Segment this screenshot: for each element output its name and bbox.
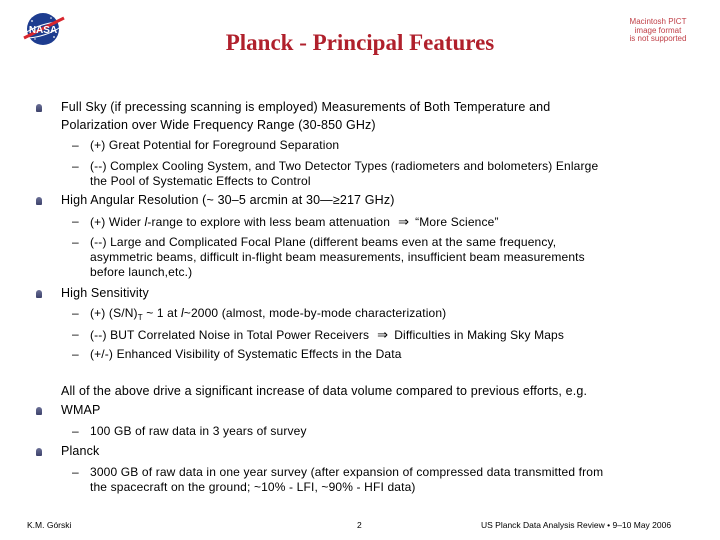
dash-icon: – xyxy=(72,159,79,173)
bullet-icon xyxy=(36,104,42,112)
pict-notice-line: is not supported xyxy=(629,34,687,43)
dash-icon: – xyxy=(72,327,79,341)
sub-bullet-3-1-c: ~2000 (almost, mode-by-mode characterization) xyxy=(183,306,447,320)
bullet-4-text-cont: WMAP xyxy=(61,403,101,417)
sub-bullet-2-2-cont: asymmetric beams, difficult in-flight beam measurements, insufficient beam measurements xyxy=(90,250,585,264)
bullet-icon xyxy=(36,290,42,298)
sub-bullet-2-2-cont: before launch,etc.) xyxy=(90,265,193,279)
bullet-1-text-cont: Polarization over Wide Frequency Range (30-850 GHz) xyxy=(61,118,376,132)
sub-bullet-2-2: (--) Large and Complicated Focal Plane (different beams even at the same frequency, xyxy=(90,235,557,249)
dash-icon: – xyxy=(72,138,79,152)
multipole-l: l xyxy=(144,215,148,229)
bullet-icon xyxy=(36,448,42,456)
bullet-1-text: Full Sky (if precessing scanning is employed) Measurements of Both Temperature and xyxy=(61,100,551,114)
bullet-4-text: All of the above drive a significant increase of data volume compared to previous efforts, e.g. xyxy=(61,384,588,398)
sub-bullet-2-1 xyxy=(90,214,499,230)
sub-bullet-1-1: (+) Great Potential for Foreground Separation xyxy=(90,138,340,152)
sub-bullet-4-1: 100 GB of raw data in 3 years of survey xyxy=(90,424,307,438)
sub-bullet-3-1 xyxy=(90,306,446,325)
sub-bullet-1-2: (--) Complex Cooling System, and Two Detector Types (radiometers and bolometers) Enlarge xyxy=(90,159,599,173)
pict-notice-line: Macintosh PICT xyxy=(629,17,687,26)
bullet-3-text: High Sensitivity xyxy=(61,286,149,300)
dash-icon: – xyxy=(72,214,79,228)
multipole-l: l xyxy=(180,306,184,320)
dash-icon: – xyxy=(72,424,79,438)
sub-bullet-3-2-b: Difficulties in Making Sky Maps xyxy=(394,328,565,342)
nasa-logo-text: NASA xyxy=(28,25,58,36)
bullet-icon xyxy=(36,407,42,415)
implies-arrow-icon: ⇒ xyxy=(398,214,410,229)
bullet-5-text: Planck xyxy=(61,444,100,458)
dash-icon: – xyxy=(72,235,79,249)
sub-bullet-5-1: 3000 GB of raw data in one year survey (after expansion of compressed data transmitted from xyxy=(90,465,604,479)
dash-icon: – xyxy=(72,465,79,479)
sub-bullet-2-1-b: -range to explore with less beam attenuation xyxy=(147,215,391,229)
footer-event: US Planck Data Analysis Review • 9–10 May 2006 xyxy=(481,520,672,530)
sub-bullet-2-1-c: “More Science” xyxy=(415,215,499,229)
bullet-icon xyxy=(36,197,42,205)
sub-bullet-3-2 xyxy=(90,327,564,343)
dash-icon: – xyxy=(72,347,79,361)
implies-arrow-icon: ⇒ xyxy=(377,327,389,342)
pict-notice-line: image format xyxy=(634,25,682,35)
sub-bullet-3-2-a: (--) BUT Correlated Noise in Total Power Receivers xyxy=(90,328,370,342)
footer-page-number: 2 xyxy=(357,520,362,530)
footer-author: K.M. Górski xyxy=(27,520,72,530)
page-title: Planck - Principal Features xyxy=(225,30,495,55)
sub-bullet-2-1-a: (+) Wider xyxy=(90,215,145,229)
sub-bullet-3-1-a: (+) (S/N) xyxy=(90,306,138,320)
sub-bullet-1-2-cont: the Pool of Systematic Effects to Control xyxy=(90,174,311,188)
sub-bullet-5-1-cont: the spacecraft on the ground; ~10% - LFI, ~90% - HFI data) xyxy=(90,480,416,494)
dash-icon: – xyxy=(72,306,79,320)
sub-bullet-3-3: (+/-) Enhanced Visibility of Systematic Effects in the Data xyxy=(90,347,402,361)
subscript-t: T xyxy=(137,313,143,322)
sub-bullet-3-1-b: ~ 1 at xyxy=(142,306,181,320)
bullet-2-text: High Angular Resolution (~ 30–5 arcmin at 30—≥217 GHz) xyxy=(61,193,395,207)
